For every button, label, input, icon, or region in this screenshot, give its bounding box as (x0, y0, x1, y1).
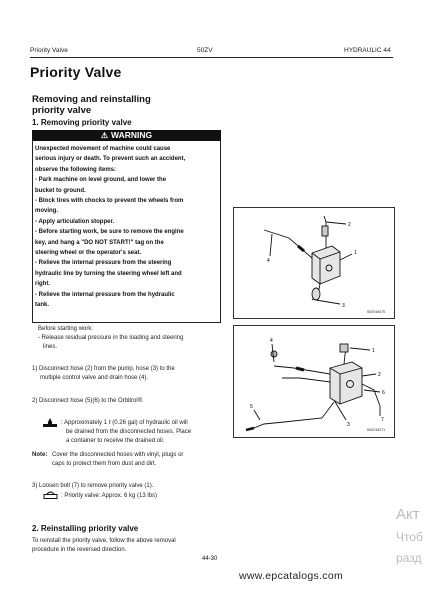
note-label: Note: (32, 452, 48, 458)
svg-text:2: 2 (348, 222, 351, 228)
figure-2-drawing (234, 326, 394, 437)
oil-note: : Approximately 1 ℓ (0.26 gal) of hydraulic oil will be drained from the disconnected hoses. Place a container to receive the drained oil. (61, 420, 192, 444)
before-work-text: Before starting work: - Release residual pressure in the loading and steering lines. (38, 326, 184, 350)
watermark-line-3: разд (396, 551, 422, 565)
watermark-line-1: Акт (396, 506, 420, 523)
header-section-title: Priority Valve (30, 47, 68, 54)
step-3: 3) Loosen bolt (7) to remove priority valve (1). (32, 483, 154, 489)
weight-icon (43, 491, 58, 499)
watermark-site-link[interactable]: www.epcatalogs.com (239, 570, 344, 582)
subsection-reinstalling: 2. Reinstalling priority valve (32, 524, 139, 533)
svg-text:2: 2 (378, 372, 381, 378)
svg-text:4: 4 (270, 338, 273, 344)
svg-text:3: 3 (347, 422, 350, 428)
section-heading: Removing and reinstalling priority valve (32, 94, 151, 116)
figure-1-drawing (234, 208, 394, 318)
page-title: Priority Valve (30, 64, 122, 80)
reinstall-text: To reinstall the priority valve, follow the above removal procedure in the reversed direction. (32, 538, 176, 553)
figure-1-caption: 50ZV44070 (367, 310, 386, 314)
svg-text:7: 7 (381, 417, 384, 423)
header-chapter: HYDRAULIC 44 (344, 47, 391, 54)
watermark-line-2: Чтоб (396, 530, 423, 544)
header-model: 50ZV (197, 47, 213, 54)
figure-2-caption: 50ZV44071 (367, 428, 386, 432)
subsection-removing: 1. Removing priority valve (32, 118, 132, 127)
note-text: Cover the disconnected hoses with vinyl, plugs or caps to protect them from dust and dirt. (52, 452, 184, 467)
step-1: 1) Disconnect hose (2) from the pump, hose (3) to the multiple control valve and drain hose (4). (32, 366, 175, 381)
svg-text:3: 3 (342, 303, 345, 309)
figure-priority-valve-hoses (233, 207, 395, 319)
figure-priority-valve-bolt (233, 325, 395, 438)
svg-text:1: 1 (354, 250, 357, 256)
warning-header: ⚠ WARNING (32, 130, 221, 141)
oil-drain-icon (43, 418, 57, 428)
svg-text:5: 5 (250, 404, 253, 410)
step-2: 2) Disconnect hose (5)(6) to the Orbitrol®. (32, 398, 144, 404)
header-rule (30, 57, 393, 58)
weight-note: : Priority valve: Approx. 6 kg (13 lbs) (61, 493, 158, 499)
page-number: 44-30 (202, 556, 218, 562)
warning-text: Unexpected movement of machine could cause serious injury or death. To prevent such an accident, observe the following items: - Park machine on level ground, and lower the bucket to ground. - Block tires with chocks to prevent the wheels from moving. - Apply articulation stopper. - Before starting work, be sure to remove the engine key, and hang a "DO NOT START!" tag on the steering wheel or the operator's seat. - Relieve the internal pressure from the steering hydraulic line by turning the steering wheel left and right. - Relieve the internal pressure from the hydraulic tank. (35, 146, 186, 309)
svg-text:4: 4 (267, 258, 270, 264)
svg-text:1: 1 (372, 348, 375, 354)
warning-triangle-icon: ⚠ (100, 131, 109, 140)
svg-text:6: 6 (382, 390, 385, 396)
